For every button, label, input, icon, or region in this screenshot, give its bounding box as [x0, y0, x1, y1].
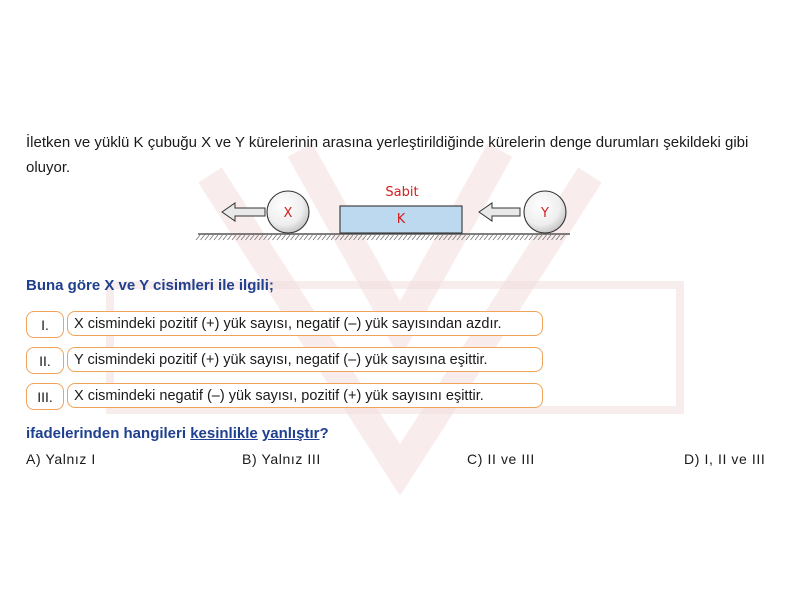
statement-number: III. — [26, 383, 64, 410]
choice-label: A) — [26, 451, 42, 467]
ground-surface — [196, 234, 570, 240]
closing-question — [26, 425, 329, 442]
sphere-y-label: Y — [541, 206, 549, 221]
arrow-left-icon — [222, 203, 265, 221]
sabit-label: Sabit — [385, 185, 419, 200]
statement-text: X cismindeki negatif (–) yük sayısı, pozitif (+) yük sayısını eşittir. — [67, 383, 543, 408]
answer-choice-b[interactable] — [242, 451, 321, 467]
closing-emphasis: yanlıştır — [261, 425, 320, 442]
answer-choice-a[interactable] — [26, 451, 96, 467]
choice-label: C) — [467, 451, 483, 467]
statement-text: Y cismindeki pozitif (+) yük sayısı, negatif (–) yük sayısına eşittir. — [67, 347, 543, 372]
sphere-x — [267, 191, 309, 233]
statement-text: X cismindeki pozitif (+) yük sayısı, negatif (–) yük sayısından azdır. — [67, 311, 543, 336]
choice-text: I, II ve III — [704, 451, 766, 467]
statement-number: I. — [26, 311, 64, 338]
rod-k — [340, 206, 462, 233]
closing-emphasis: kesinlikle — [190, 425, 258, 442]
question-text: İletken ve yüklü K çubuğu X ve Y kürelerinin arasına yerleştirildiğinde kürelerin denge durumları şekildeki gibi oluyor. — [26, 134, 749, 176]
choice-text: Yalnız I — [45, 451, 96, 467]
sphere-x-label: X — [283, 206, 293, 221]
choice-text: Yalnız III — [261, 451, 321, 467]
statement-number: II. — [26, 347, 64, 374]
choice-label: B) — [242, 451, 258, 467]
diagram-figure — [190, 178, 580, 248]
answer-choice-d[interactable] — [684, 451, 765, 467]
answer-choice-c[interactable] — [467, 451, 535, 467]
closing-part: ifadelerinden hangileri — [26, 425, 191, 442]
prompt-text: Buna göre X ve Y cisimleri ile ilgili; — [26, 277, 274, 294]
closing-part: ? — [319, 425, 329, 442]
choice-text: II ve III — [487, 451, 535, 467]
arrow-left-icon — [479, 203, 520, 221]
sphere-y — [524, 191, 566, 233]
rod-k-label: K — [396, 212, 406, 227]
choice-label: D) — [684, 451, 700, 467]
